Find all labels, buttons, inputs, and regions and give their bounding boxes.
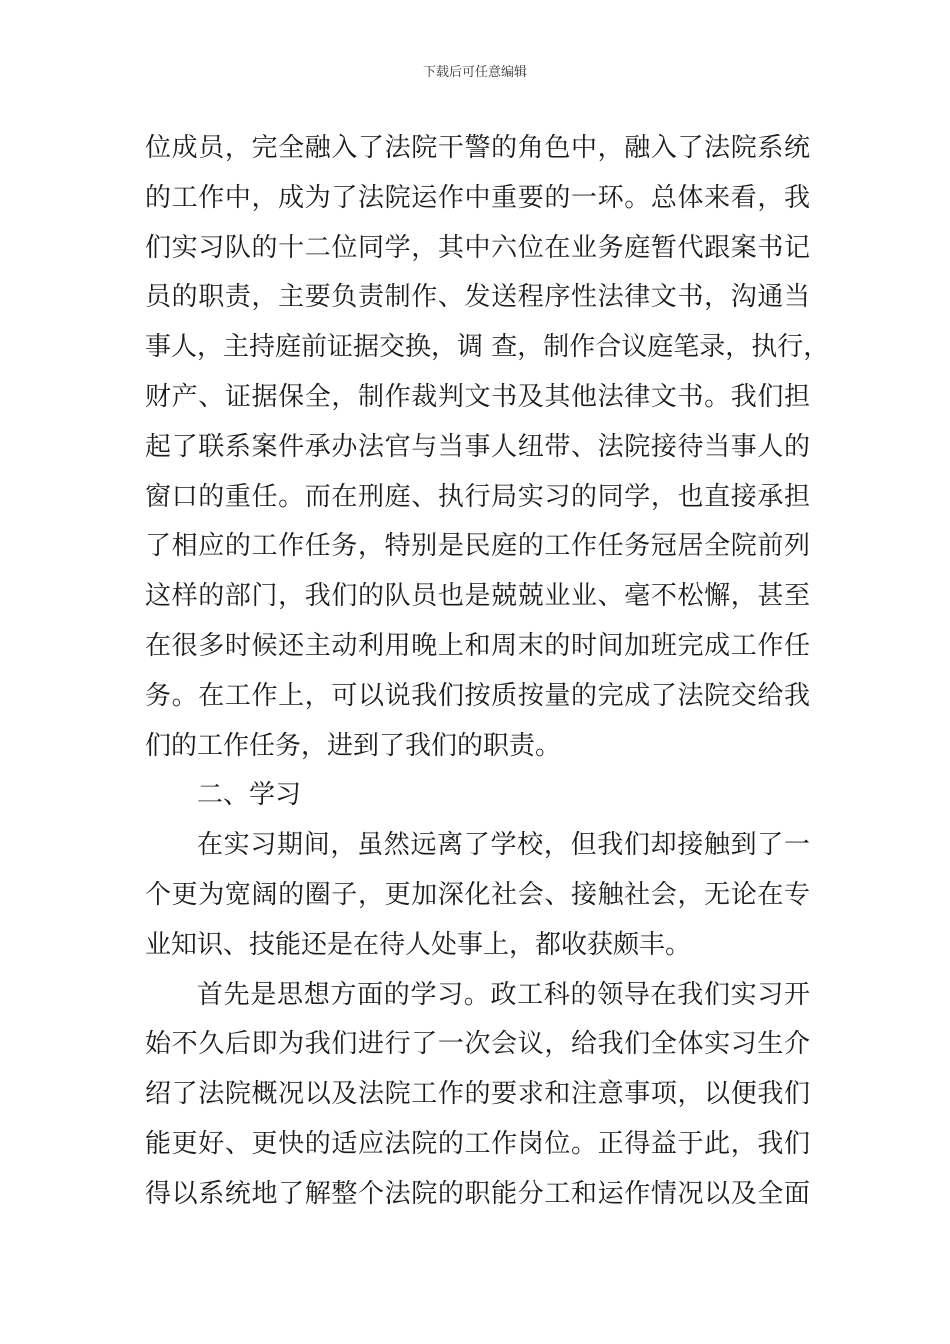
text-line: 员的职责，主要负责制作、发送程序性法律文书，沟通当: [145, 282, 810, 313]
text-line: 了相应的工作任务，特别是民庭的工作任务冠居全院前列: [145, 531, 810, 562]
text-line: 能更好、更快的适应法院的工作岗位。正得益于此，我们: [145, 1128, 810, 1159]
text-line: 在很多时候还主动利用晚上和周末的时间加班完成工作任: [145, 630, 810, 661]
text-line: 们的工作任务，进到了我们的职责。: [145, 730, 562, 761]
section-heading: 二、学习: [197, 780, 302, 811]
text-line: 这样的部门，我们的队员也是兢兢业业、毫不松懈，甚至: [145, 581, 810, 612]
text-line: 始不久后即为我们进行了一次会议，给我们全体实习生介: [145, 1029, 810, 1060]
text-line: 们实习队的十二位同学，其中六位在业务庭暂代跟案书记: [145, 232, 810, 263]
text-line: 的工作中，成为了法院运作中重要的一环。总体来看，我: [145, 182, 810, 213]
text-line: 起了联系案件承办法官与当事人纽带、法院接待当事人的: [145, 431, 810, 462]
page-header: 下载后可任意编辑: [422, 65, 527, 80]
text-line: 事人，主持庭前证据交换，调 查，制作合议庭笔录，执行，: [145, 332, 830, 363]
text-line: 窗口的重任。而在刑庭、执行局实习的同学，也直接承担: [145, 481, 810, 512]
text-line: 个更为宽阔的圈子，更加深化社会、接触社会，无论在专: [145, 879, 810, 910]
text-line: 财产、证据保全，制作裁判文书及其他法律文书。我们担: [145, 381, 810, 412]
text-line: 首先是思想方面的学习。政工科的领导在我们实习开: [197, 979, 810, 1010]
text-line: 绍了法院概况以及法院工作的要求和注意事项，以便我们: [145, 1079, 810, 1110]
text-line: 在实习期间，虽然远离了学校，但我们却接触到了一: [197, 830, 810, 861]
text-line: 得以系统地了解整个法院的职能分工和运作情况以及全面: [145, 1178, 810, 1209]
text-line: 位成员，完全融入了法院干警的角色中，融入了法院系统: [145, 133, 810, 163]
text-line: 业知识、技能还是在待人处事上，都收获颇丰。: [145, 929, 692, 960]
text-line: 务。在工作上，可以说我们按质按量的完成了法院交给我: [145, 680, 810, 711]
document-body: [145, 124, 830, 1220]
